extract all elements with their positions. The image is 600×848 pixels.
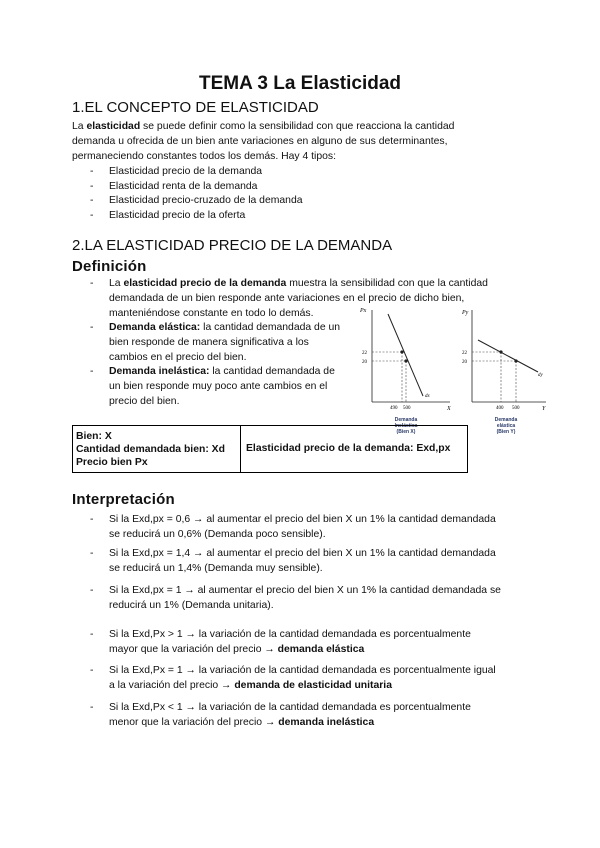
y-axis-label: Py <box>462 310 469 316</box>
quantity-tick: 490 <box>390 406 398 411</box>
elasticity-graphs <box>358 304 548 416</box>
point <box>514 359 517 362</box>
quantity-tick: 500 <box>512 406 520 411</box>
table-divider <box>240 426 241 472</box>
curve-label: dx <box>425 394 430 399</box>
table-cell-variables: Bien: X Cantidad demandada bien: Xd Precio bien Px <box>76 431 225 468</box>
demand-curve <box>478 340 538 372</box>
price-tick: 22 <box>362 351 367 356</box>
price-tick: 20 <box>462 360 467 365</box>
point <box>404 359 407 362</box>
definition-heading: Definición <box>72 258 147 275</box>
graph-elastic <box>461 310 546 412</box>
x-axis-label: Y <box>542 406 546 412</box>
point <box>499 350 502 353</box>
interpretation-heading: Interpretación <box>72 491 175 508</box>
page-title: TEMA 3 La Elasticidad <box>198 73 401 94</box>
types-list: - Elasticidad precio de la demanda - Elasticidad renta de la demanda - Elasticidad precio-cruzado de la demanda - Elasticidad precio de la oferta <box>90 166 303 221</box>
list-item: - Si la Exd,px = 0,6 → al aumentar el precio del bien X un 1% la cantidad demandada se reducirá un 0,6% (Demanda poco sensible). <box>90 514 496 540</box>
list-item: - Si la Exd,Px < 1 → la variación de la cantidad demandada es porcentualmente menor que la variación del precio → demanda inelástica <box>90 702 471 728</box>
caption-inelastic: Demanda Inelástica (Bien X) <box>394 417 418 435</box>
y-axis-label: Px <box>360 308 367 314</box>
x-axis-label: X <box>447 406 451 412</box>
section2-heading: 2.LA ELASTICIDAD PRECIO DE LA DEMANDA <box>72 237 393 254</box>
point <box>400 350 403 353</box>
list-item: - Si la Exd,Px = 1 → la variación de la cantidad demandada es porcentualmente igual a la variación del precio → demanda de elasticidad unitaria <box>90 665 496 691</box>
table-cell-elasticity: Elasticidad precio de la demanda: Exd,px <box>246 443 451 454</box>
list-item: - Si la Exd,px = 1,4 → al aumentar el precio del bien X un 1% la cantidad demandada se reducirá un 1,4% (Demanda muy sensible). <box>90 548 496 574</box>
variables-table <box>72 425 468 473</box>
demand-curve <box>388 314 423 396</box>
quantity-tick: 500 <box>403 406 411 411</box>
section1-intro: La elasticidad se puede definir como la sensibilidad con que reacciona la cantidad demanda u ofrecida de un bien ante variaciones en alguno de sus determinantes, permaneciendo constantes todos los demás. Hay 4 tipos: <box>72 121 455 162</box>
section1-heading: 1.EL CONCEPTO DE ELASTICIDAD <box>72 99 319 116</box>
quantity-tick: 400 <box>496 406 504 411</box>
graph-inelastic <box>359 308 451 412</box>
list-item: - Si la Exd,px = 1 → al aumentar el precio del bien X un 1% la cantidad demandada se reducirá un 1% (Demanda unitaria). <box>90 585 501 611</box>
list-item: - Si la Exd,Px > 1 → la variación de la cantidad demandada es porcentualmente mayor que la variación del precio → demanda elástica <box>90 629 471 655</box>
price-tick: 20 <box>362 360 367 365</box>
curve-label: dy <box>538 373 543 378</box>
price-tick: 22 <box>462 351 467 356</box>
caption-elastic: Demanda elástica (Bien Y) <box>494 417 518 435</box>
